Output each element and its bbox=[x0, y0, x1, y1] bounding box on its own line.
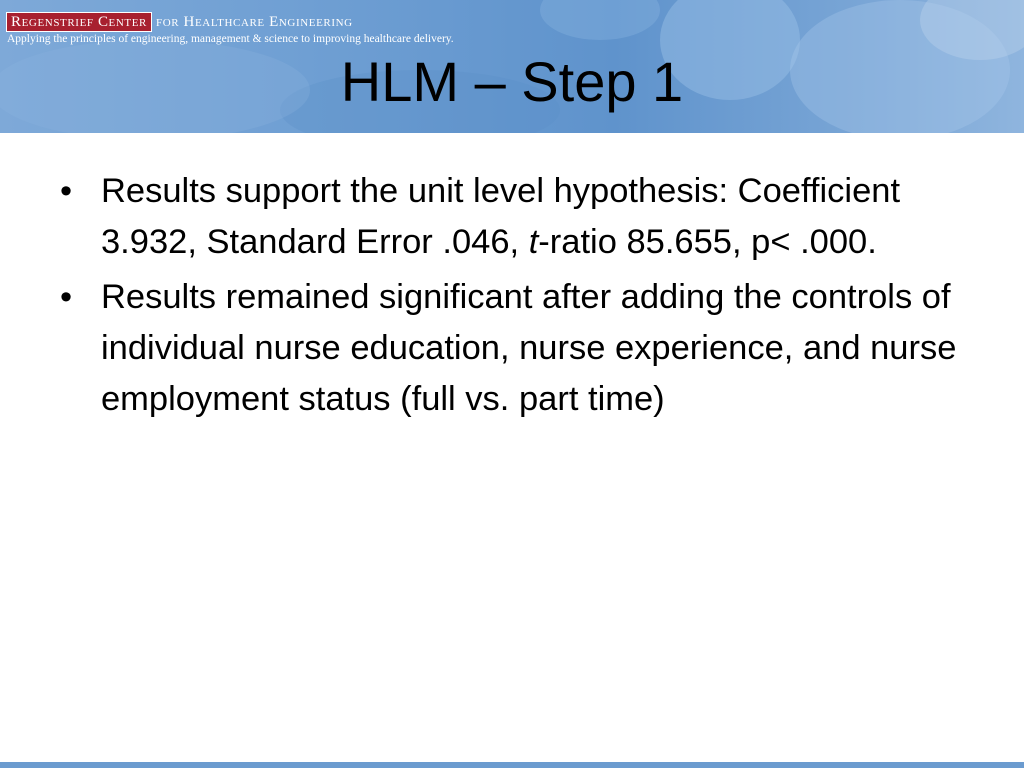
bullet-text-lead: Results support the unit level hypothesis: Coefficient 3.932, Standard Error .046, bbox=[101, 172, 901, 261]
bullet-icon: • bbox=[60, 172, 73, 210]
bullet-list bbox=[60, 166, 960, 429]
slide-title: HLM – Step 1 bbox=[340, 50, 684, 113]
tagline: Applying the principles of engineering, management & science to improving healthcare delivery. bbox=[7, 33, 454, 45]
logo-boxed-text: Regenstrief Center bbox=[6, 12, 152, 32]
bullet-text-lead: Results remained significant after adding the controls of individual nurse education, nurse experience, and nurse employment status (full vs. part time) bbox=[101, 278, 957, 418]
bullet-item bbox=[60, 272, 960, 425]
logo-rest-text: for Healthcare Engineering bbox=[156, 13, 353, 30]
bottom-bar bbox=[0, 762, 1024, 768]
bullet-text-italic: t bbox=[528, 223, 539, 261]
logo bbox=[6, 12, 353, 32]
bullet-item bbox=[60, 166, 960, 268]
bullet-text-tail: -ratio 85.655, p< .000. bbox=[538, 223, 877, 261]
bullet-icon: • bbox=[60, 278, 73, 316]
